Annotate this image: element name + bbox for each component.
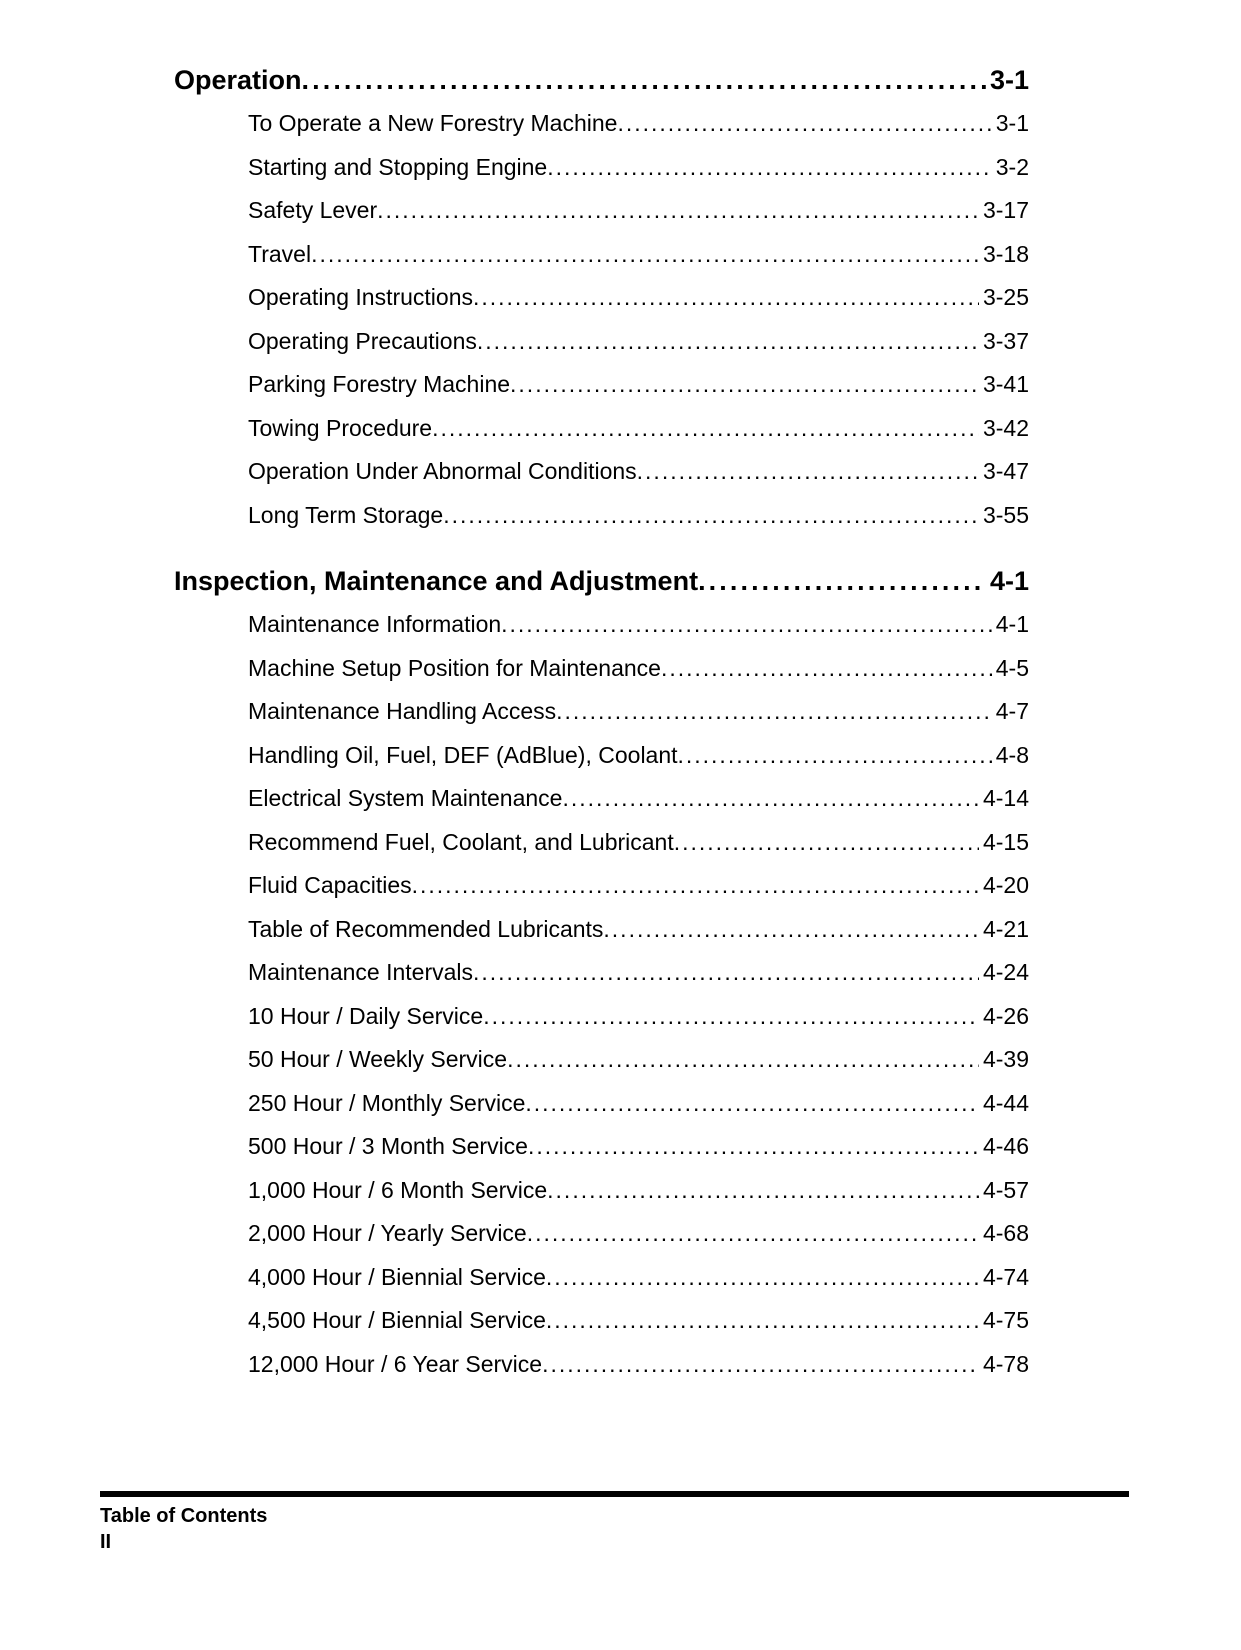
toc-entry[interactable] <box>248 320 1029 364</box>
toc-entry-label: Operation Under Abnormal Conditions <box>248 458 637 484</box>
toc-section-title: Operation <box>174 65 302 95</box>
dot-leader <box>528 1125 979 1169</box>
toc-entry-label: Electrical System Maintenance <box>248 785 563 811</box>
dot-leader <box>562 777 978 821</box>
dot-leader <box>501 603 992 647</box>
toc-entry[interactable] <box>248 1343 1029 1387</box>
toc-entry[interactable] <box>248 821 1029 865</box>
toc-entry-label: 250 Hour / Monthly Service <box>248 1089 526 1116</box>
dot-leader <box>556 690 992 734</box>
dot-leader <box>698 560 986 603</box>
toc-entry[interactable] <box>248 189 1029 233</box>
toc-entry[interactable] <box>248 494 1029 538</box>
dot-leader <box>477 320 979 364</box>
toc-entry-page: 4-57 <box>982 1176 1029 1203</box>
toc-entry[interactable] <box>248 146 1029 190</box>
dot-leader <box>302 59 986 102</box>
toc-entry-page: 3-17 <box>982 197 1029 223</box>
dot-leader <box>661 647 992 691</box>
dot-leader <box>507 1038 979 1082</box>
toc-entry-list <box>174 102 1029 537</box>
dot-leader <box>674 821 979 865</box>
toc-section-title: Inspection, Maintenance and Adjustment <box>174 566 699 596</box>
toc-entry[interactable] <box>248 864 1029 908</box>
toc-entry-page: 4-15 <box>982 828 1029 855</box>
toc-entry-page: 3-42 <box>982 414 1029 441</box>
toc-entry-label: Long Term Storage <box>248 501 444 528</box>
footer-title: Table of Contents <box>100 1505 268 1527</box>
toc-section-operation <box>174 59 1029 537</box>
toc-entry[interactable] <box>248 1038 1029 1082</box>
toc-entry-page: 3-25 <box>982 284 1029 310</box>
toc-entry-label: Maintenance Handling Access <box>248 698 557 724</box>
toc-entry-page: 4-14 <box>982 785 1029 811</box>
toc-entry[interactable] <box>248 995 1029 1039</box>
footer-page-number: II <box>100 1531 112 1553</box>
dot-leader <box>311 233 979 277</box>
toc-entry-page: 4-39 <box>982 1046 1029 1072</box>
toc-entry-label: Fluid Capacities <box>248 872 412 898</box>
toc-entry[interactable] <box>248 1125 1029 1169</box>
toc-entry[interactable] <box>248 1082 1029 1126</box>
toc-entry-label: Starting and Stopping Engine <box>248 153 548 180</box>
toc-entry[interactable] <box>248 1299 1029 1343</box>
dot-leader <box>473 951 979 995</box>
dot-leader <box>547 146 992 190</box>
dot-leader <box>603 908 979 952</box>
dot-leader <box>527 1212 979 1256</box>
dot-leader <box>377 189 979 233</box>
toc-entry-page: 4-78 <box>982 1350 1029 1377</box>
toc-entry-label: 2,000 Hour / Yearly Service <box>248 1220 527 1246</box>
dot-leader <box>432 407 979 451</box>
toc-entry-page: 4-21 <box>982 915 1029 942</box>
toc-entry-label: Machine Setup Position for Maintenance <box>248 654 661 681</box>
dot-leader <box>525 1082 979 1126</box>
toc-entry[interactable] <box>248 690 1029 734</box>
toc-entry-page: 3-47 <box>982 458 1029 484</box>
dot-leader <box>483 995 979 1039</box>
toc-entry-page: 4-44 <box>982 1089 1029 1116</box>
toc-entry[interactable] <box>248 603 1029 647</box>
toc-entry-label: 10 Hour / Daily Service <box>248 1002 484 1029</box>
toc-section-heading[interactable] <box>174 59 1029 102</box>
dot-leader <box>547 1169 979 1213</box>
toc-entry[interactable] <box>248 951 1029 995</box>
toc-entry-page: 3-18 <box>982 240 1029 267</box>
dot-leader <box>678 734 992 778</box>
dot-leader <box>412 864 979 908</box>
toc-entry[interactable] <box>248 1169 1029 1213</box>
toc-entry-page: 4-68 <box>982 1220 1029 1246</box>
toc-entry-label: Towing Procedure <box>248 414 433 441</box>
toc-entry-label: 500 Hour / 3 Month Service <box>248 1133 528 1159</box>
toc-entry-label: 4,000 Hour / Biennial Service <box>248 1263 546 1290</box>
toc-entry-page: 4-26 <box>982 1002 1029 1029</box>
toc-entry-page: 4-20 <box>982 872 1029 898</box>
dot-leader <box>637 450 979 494</box>
toc-entry-page: 4-1 <box>995 611 1029 637</box>
dot-leader <box>510 363 979 407</box>
table-of-contents <box>174 59 1029 1386</box>
toc-entry-label: To Operate a New Forestry Machine <box>248 110 618 136</box>
toc-section-page: 4-1 <box>989 566 1029 596</box>
toc-entry[interactable] <box>248 450 1029 494</box>
toc-entry-label: 50 Hour / Weekly Service <box>248 1046 508 1072</box>
toc-entry[interactable] <box>248 1212 1029 1256</box>
toc-entry-label: Parking Forestry Machine <box>248 371 511 397</box>
toc-entry-page: 3-2 <box>995 153 1029 180</box>
toc-entry-page: 3-37 <box>982 327 1029 354</box>
toc-entry[interactable] <box>248 233 1029 277</box>
dot-leader <box>546 1256 979 1300</box>
toc-entry-label: Handling Oil, Fuel, DEF (AdBlue), Coolant <box>248 741 678 768</box>
toc-entry-label: Maintenance Intervals <box>248 959 474 985</box>
toc-entry[interactable] <box>248 647 1029 691</box>
toc-entry-page: 4-7 <box>995 698 1029 724</box>
toc-entry[interactable] <box>248 734 1029 778</box>
dot-leader <box>617 102 991 146</box>
toc-entry-list <box>174 603 1029 1386</box>
toc-entry[interactable] <box>248 777 1029 821</box>
dot-leader <box>546 1299 979 1343</box>
dot-leader <box>542 1343 979 1387</box>
toc-entry-page: 3-1 <box>995 110 1029 136</box>
toc-entry-label: Safety Lever <box>248 197 378 223</box>
footer-rule <box>100 1491 1129 1497</box>
dot-leader <box>443 494 979 538</box>
toc-entry-page: 4-24 <box>982 959 1029 985</box>
toc-entry-label: 1,000 Hour / 6 Month Service <box>248 1176 548 1203</box>
toc-entry-page: 4-74 <box>982 1263 1029 1290</box>
toc-entry-page: 4-75 <box>982 1307 1029 1333</box>
toc-entry-label: Recommend Fuel, Coolant, and Lubricant <box>248 828 674 855</box>
page-footer <box>100 1503 267 1555</box>
toc-entry-label: Table of Recommended Lubricants <box>248 915 604 942</box>
toc-entry[interactable] <box>248 102 1029 146</box>
toc-entry-label: Operating Precautions <box>248 327 477 354</box>
toc-section-heading[interactable] <box>174 560 1029 603</box>
toc-entry[interactable] <box>248 908 1029 952</box>
dot-leader <box>473 276 979 320</box>
toc-entry-label: Maintenance Information <box>248 611 502 637</box>
toc-section-inspection-maintenance <box>174 560 1029 1386</box>
toc-entry-label: Travel <box>248 240 312 267</box>
toc-entry-label: Operating Instructions <box>248 284 474 310</box>
toc-entry[interactable] <box>248 276 1029 320</box>
toc-entry-page: 4-46 <box>982 1133 1029 1159</box>
toc-entry-page: 4-8 <box>995 741 1029 768</box>
toc-entry[interactable] <box>248 363 1029 407</box>
toc-entry-label: 4,500 Hour / Biennial Service <box>248 1307 546 1333</box>
toc-entry[interactable] <box>248 1256 1029 1300</box>
toc-entry-page: 4-5 <box>995 654 1029 681</box>
toc-section-page: 3-1 <box>989 65 1029 95</box>
toc-entry-label: 12,000 Hour / 6 Year Service <box>248 1350 543 1377</box>
toc-entry-page: 3-41 <box>982 371 1029 397</box>
toc-entry-page: 3-55 <box>982 501 1029 528</box>
toc-entry[interactable] <box>248 407 1029 451</box>
